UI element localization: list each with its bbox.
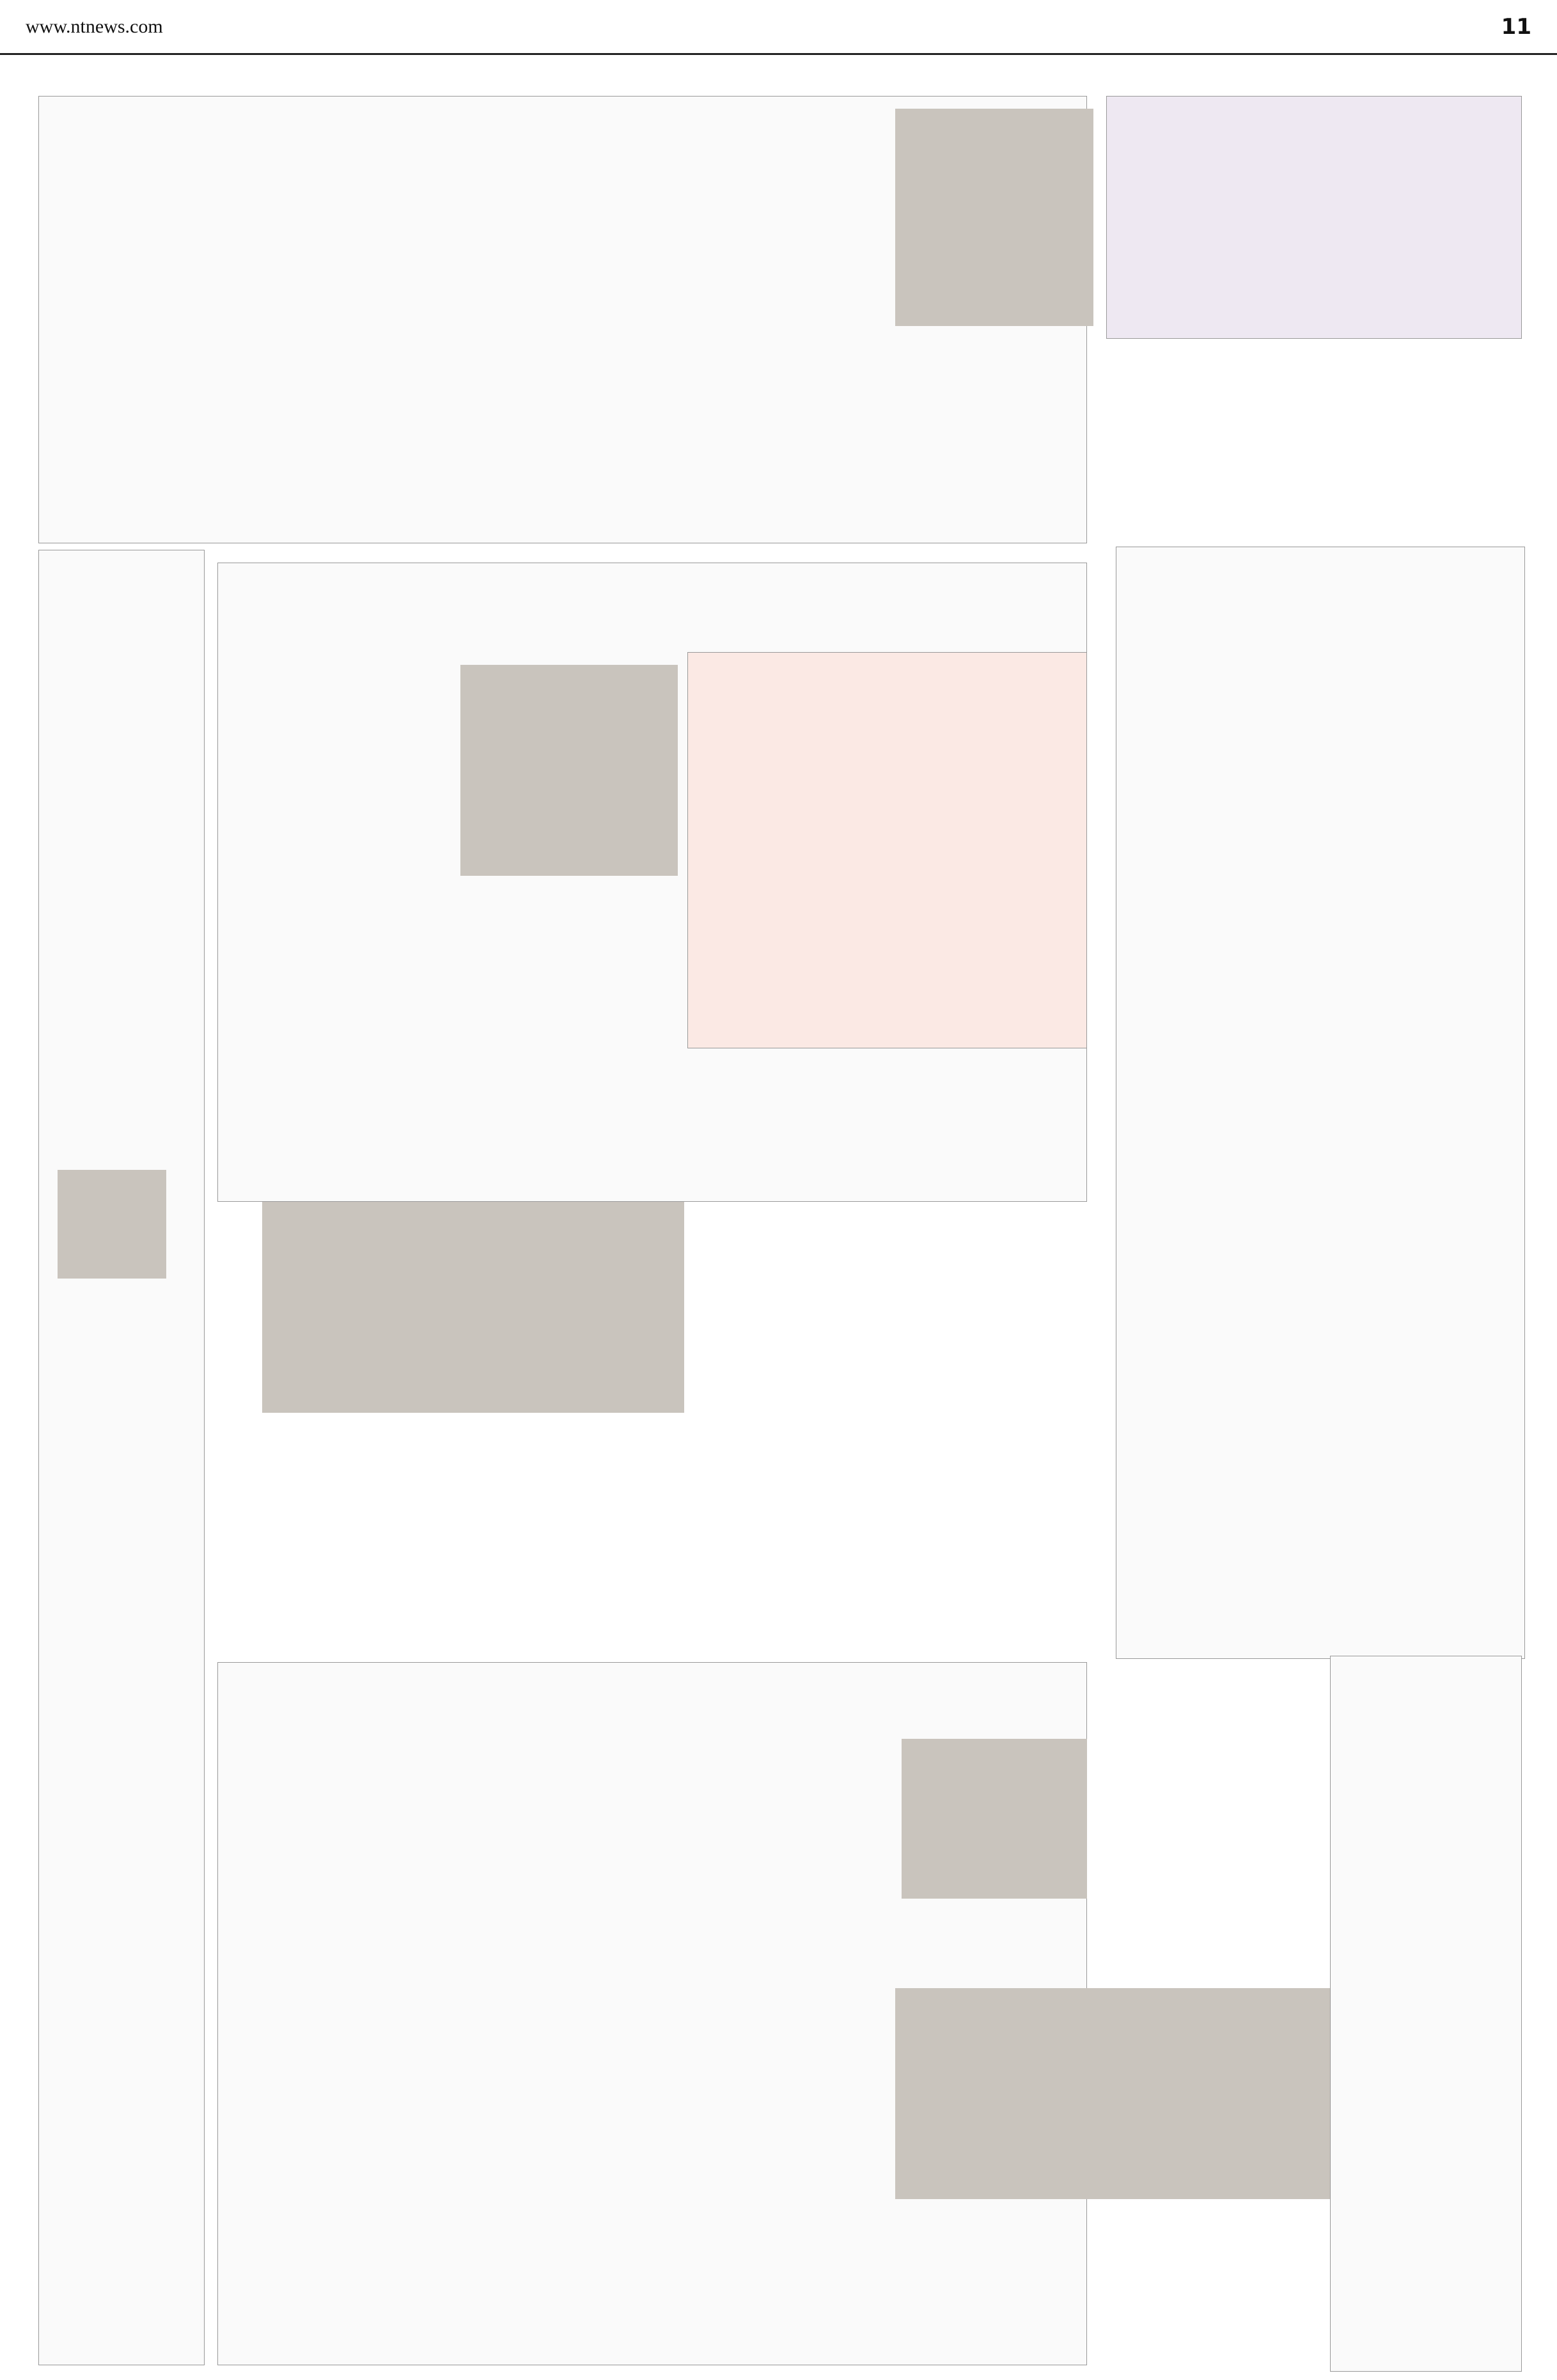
story-photo: [902, 1739, 1087, 1899]
story-photo: [460, 665, 678, 876]
story-block-far-right: [1330, 1656, 1522, 2372]
page-number: 11: [1501, 13, 1531, 40]
masthead-url: www.ntnews.com: [26, 15, 163, 37]
masthead: [0, 0, 1557, 55]
story-block-left: [38, 550, 205, 2365]
group-photo: [262, 1202, 684, 1413]
story-photo: [58, 1170, 166, 1279]
side-box-top: [1106, 96, 1522, 339]
story-photo: [895, 109, 1093, 326]
story-block-right: [1116, 547, 1525, 1659]
side-box-main: [687, 652, 1087, 1048]
